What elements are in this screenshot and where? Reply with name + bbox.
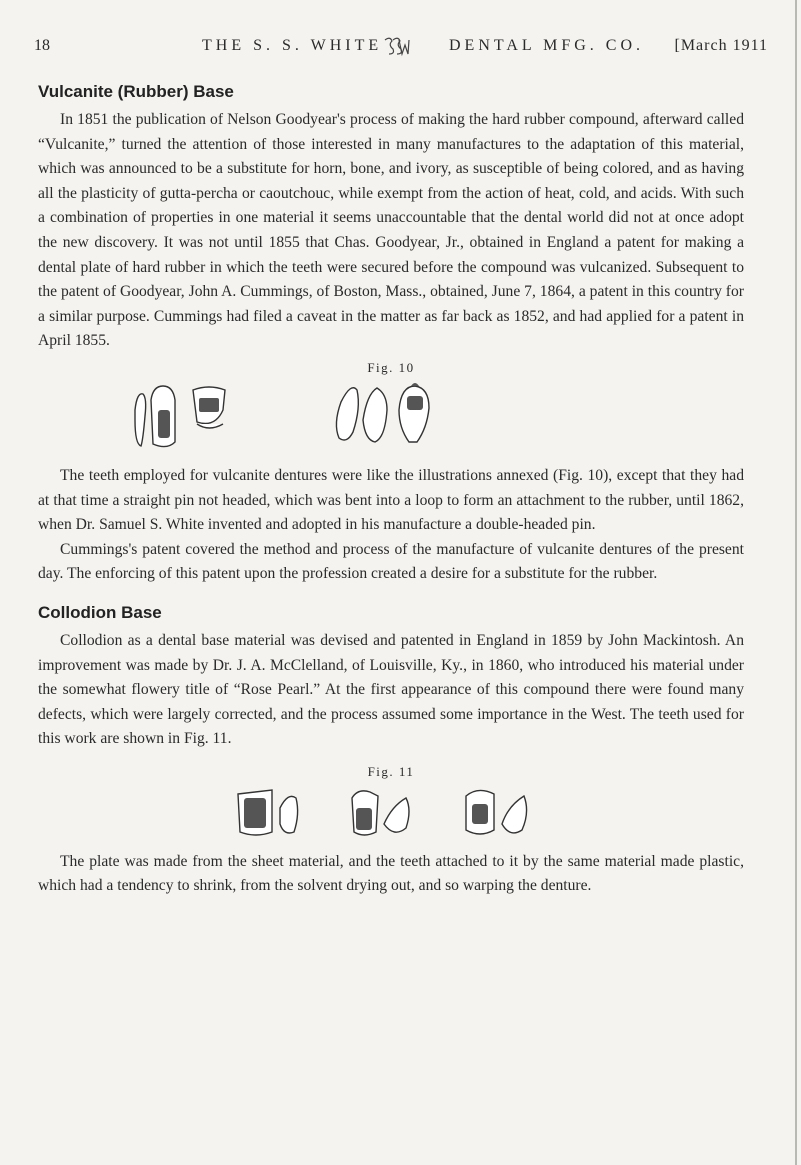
paragraph: Collodion as a dental base material was devised and patented in England in 1859 by John Mackintosh. An improvement was made by Dr. J. A. McClelland, of Louisville, Ky., in 1860, who introduced his material under the somewhat flowery title of “Rose Pearl.” At the first appearance of this compound there were found many defects, which were largely corrected, and the process assumed some importance in the West. The teeth used for this work are shown in Fig. 11. — [38, 631, 744, 748]
figure-label-fig10: Fig. 10 — [367, 359, 415, 375]
page-edge-line — [795, 0, 797, 1165]
figure-11-teeth — [38, 784, 744, 842]
figure-10-teeth — [0, 380, 744, 456]
tooth-illustration — [251, 380, 471, 456]
header-date: [March 1911 — [674, 37, 768, 54]
tooth-illustration — [346, 784, 436, 842]
paragraph: In 1851 the publication of Nelson Goodyear's process of making the hard rubber compound, afterward called “Vulcanite,” turned the attention of those interested in many manufactures to the adaptation of this material, which was announced to be a substitute for horn, bone, and ivory, as susceptible of being colored, and as having all the plasticity of gutta-percha or caoutchouc, while exempt from the action of heat, cold, and acids. With such a combination of properties in one material it seems unaccountable that the dental world did not at once adopt the new discovery. It was not until 1855 that Chas. Goodyear, Jr., obtained in England a patent for making a dental plate of hard rubber in which the teeth were secured before the compound was vulcanized. Subsequent to the patent of Goodyear, John A. Cummings, of Boston, Mass., obtained, June 7, 1864, a patent in this country for a similar purpose. Cummings had filed a caveat in the matter as far back as 1852, and had applied for a patent in April 1855. — [38, 111, 744, 350]
tooth-illustration — [460, 784, 550, 842]
section-heading-vulcanite: Vulcanite (Rubber) Base — [38, 82, 234, 101]
paragraph: The teeth employed for vulcanite dentures were like the illustrations annexed (Fig. 10), except that they had at that time a straight pin not headed, which was bent into a loop to form an attachment to the rubber, until 1862, when Dr. Samuel S. White invented and adopted in his manufacture a double-headed pin. — [38, 466, 744, 534]
header-title-right: DENTAL MFG. CO. — [449, 37, 645, 54]
paragraph: Cummings's patent covered the method and process of the manufacture of vulcanite dentures of the present day. The enforcing of this patent upon the profession created a desire for a substitute for the rubber. — [38, 540, 744, 583]
section-heading-collodion: Collodion Base — [38, 602, 162, 622]
header-title-left: THE S. S. WHITE — [202, 37, 383, 54]
figure-label-fig11: Fig. 11 — [367, 763, 415, 779]
ssw-monogram-logo — [382, 36, 410, 58]
running-header — [34, 30, 774, 62]
tooth-illustration — [131, 380, 251, 456]
paragraph: The plate was made from the sheet material, and the teeth attached to it by the same material made plastic, which had a tendency to shrink, from the solvent drying out, and so warping the denture. — [38, 852, 744, 895]
page-number: 18 — [34, 37, 50, 54]
article-body — [38, 82, 744, 899]
tooth-illustration — [232, 784, 322, 842]
